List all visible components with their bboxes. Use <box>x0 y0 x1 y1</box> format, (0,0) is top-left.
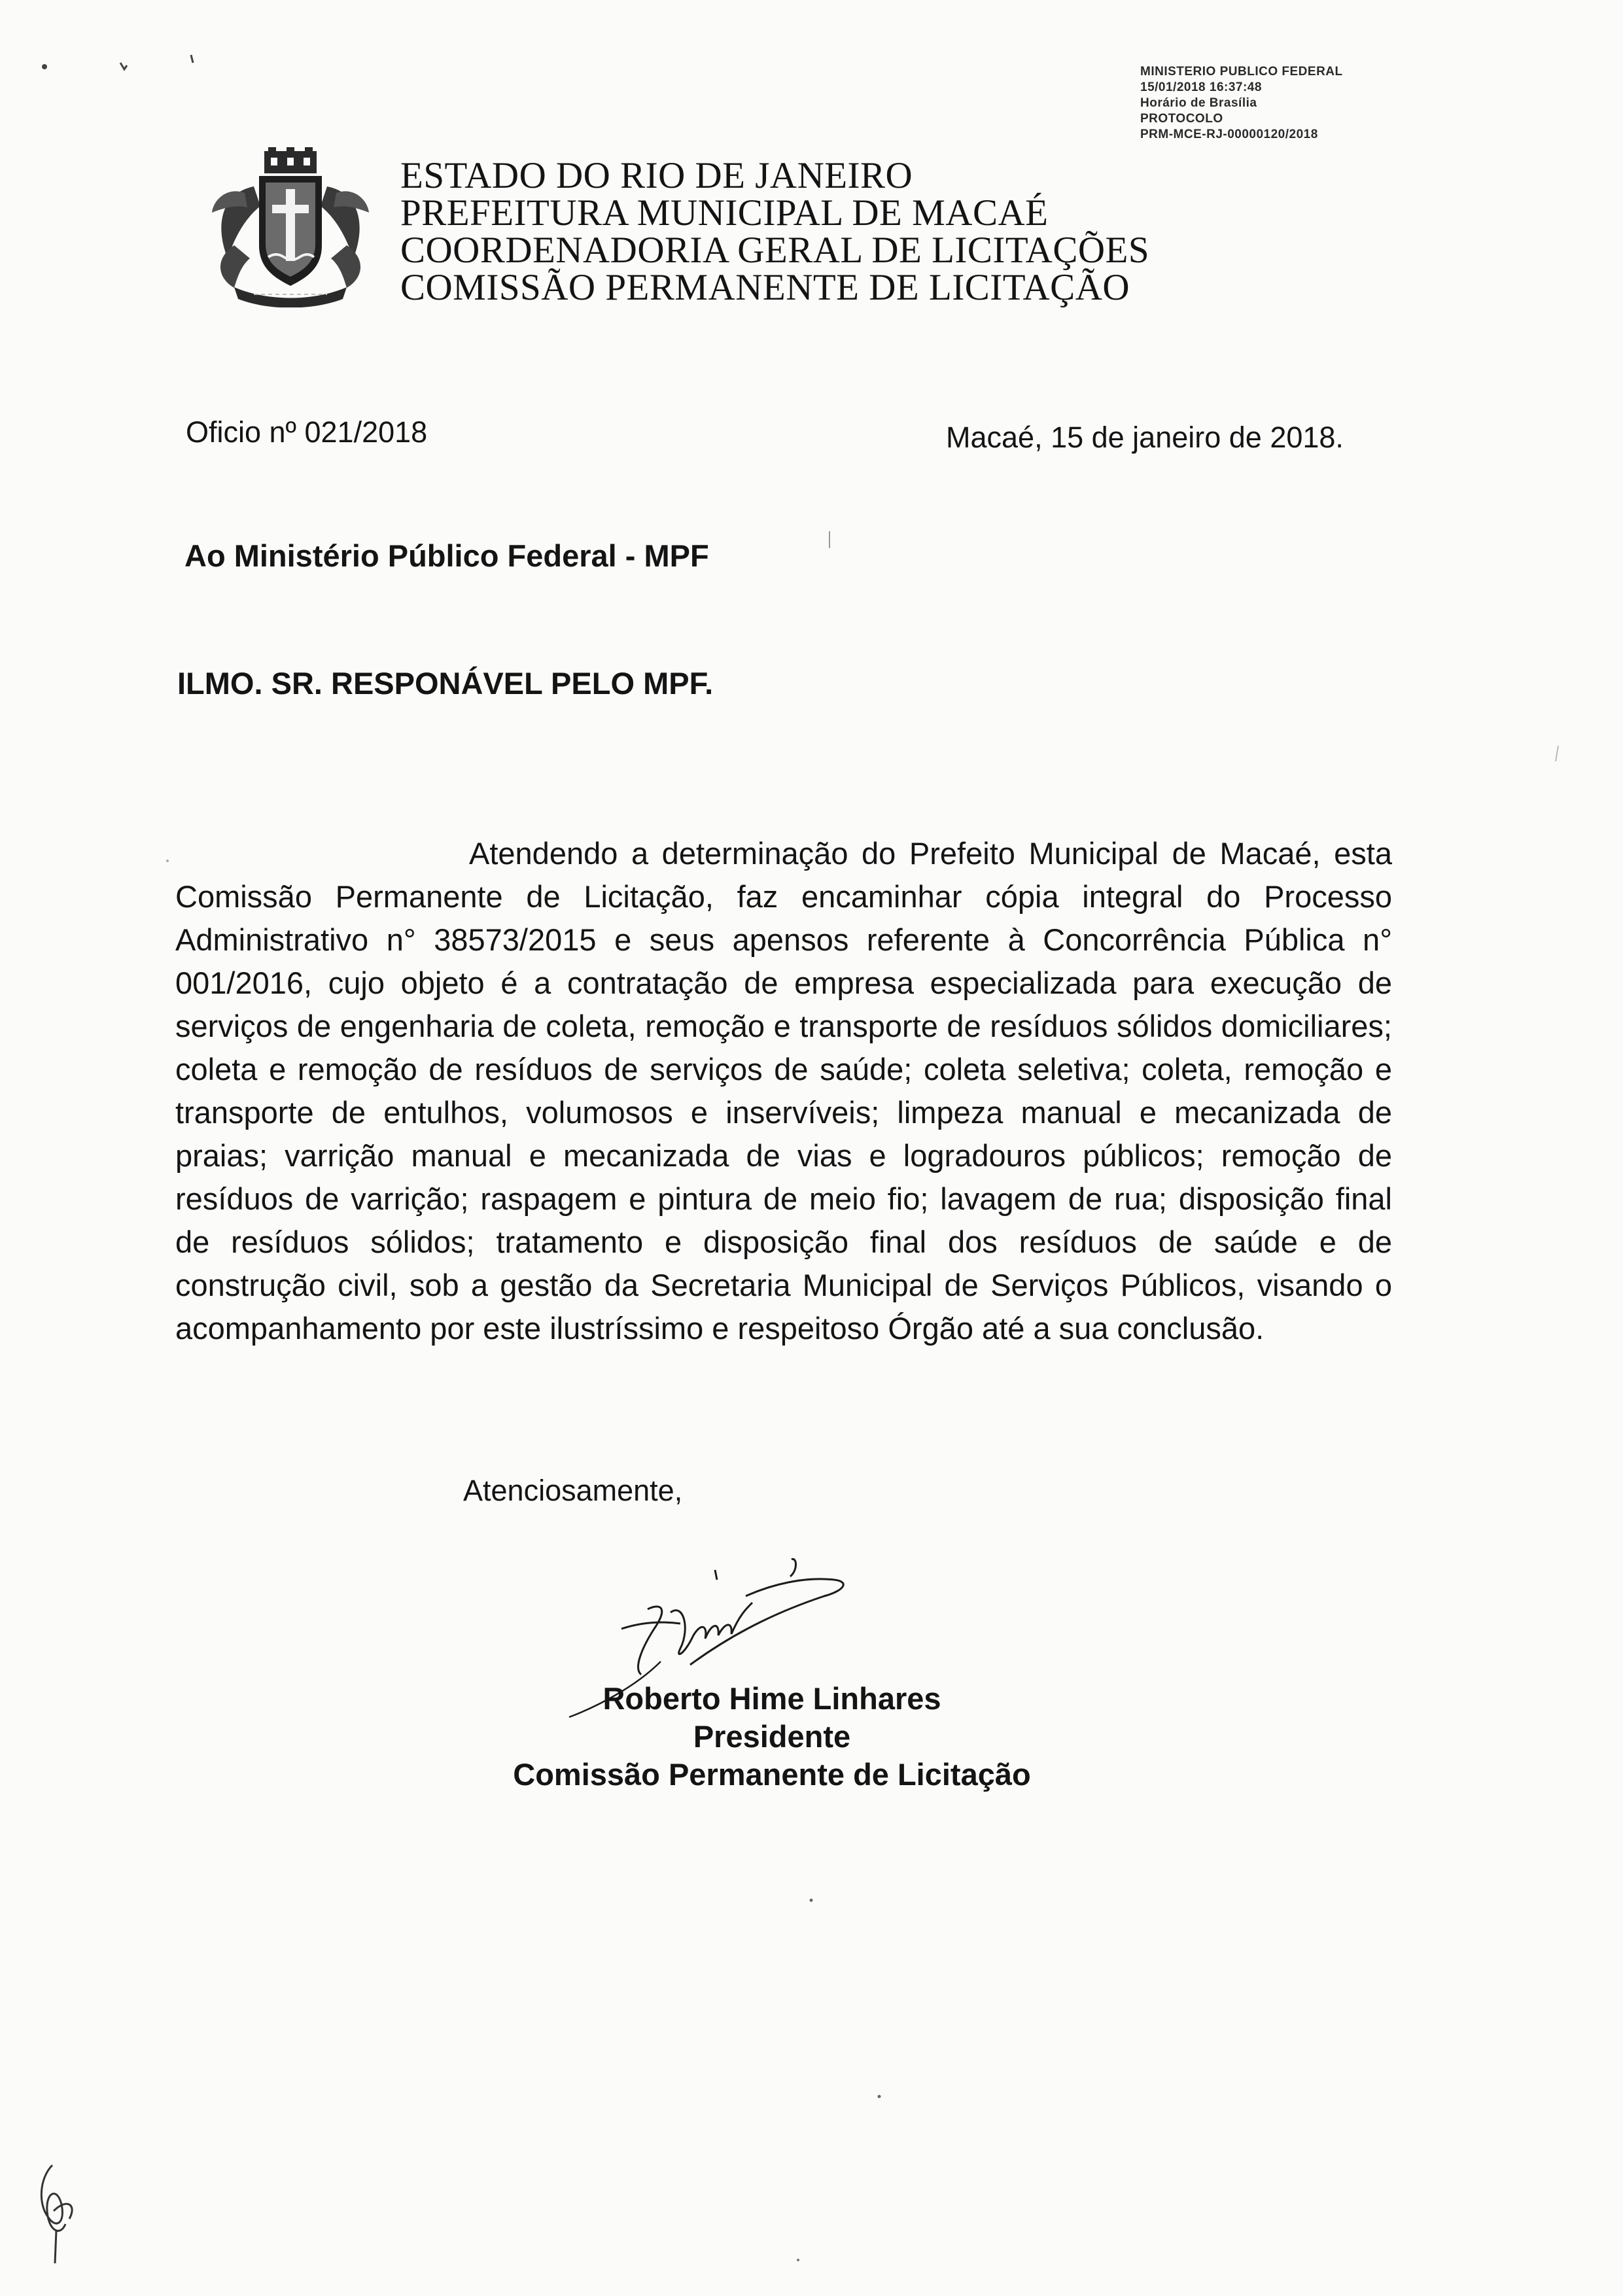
stamp-label: PROTOCOLO <box>1140 112 1223 126</box>
letter-salutation: ILMO. SR. RESPONÁVEL PELO MPF. <box>177 666 714 701</box>
signatory-name: Roberto Hime Linhares <box>602 1681 941 1716</box>
stamp-timezone: Horário de Brasília <box>1140 96 1257 110</box>
protocol-stamp <box>1140 64 1454 143</box>
stamp-datetime: 15/01/2018 16:37:48 <box>1140 80 1262 94</box>
letterhead-prefecture: PREFEITURA MUNICIPAL DE MACAÉ <box>400 192 1049 234</box>
margin-rubric-icon <box>26 2159 85 2270</box>
signatory-block <box>419 1680 1125 1794</box>
municipal-coat-of-arms-icon <box>208 147 373 307</box>
letter-addressee: Ao Ministério Público Federal - MPF <box>184 538 709 573</box>
letter-reference: Oficio nº 021/2018 <box>186 415 428 449</box>
stamp-agency: MINISTERIO PUBLICO FEDERAL <box>1140 65 1343 78</box>
letterhead-commission: COMISSÃO PERMANENTE DE LICITAÇÃO <box>400 267 1130 308</box>
signatory-organization: Comissão Permanente de Licitação <box>513 1757 1031 1792</box>
letterhead-state: ESTADO DO RIO DE JANEIRO <box>400 155 913 196</box>
letter-body: Atendendo a determinação do Prefeito Municipal de Macaé, esta Comissão Permanente de Licitação, faz encaminhar cópia integral do Processo Administrativo n° 38573/2015 e seus apensos referente à Concorrência Pública n° 001/2016, cujo objeto é a contratação de empresa especializada para execução de serviços de engenharia de coleta, remoção e transporte de resíduos sólidos domiciliares; coleta e remoção de resíduos de serviços de saúde; coleta seletiva; coleta, remoção e transporte de entulhos, volumosos e inservíveis; limpeza manual e mecanizada de praias; varrição manual e mecanizada de vias e logradouros públicos; remoção de resíduos de varrição; raspagem e pintura de meio fio; lavagem de rua; disposição final de resíduos sólidos; tratamento e disposição final dos resíduos de saúde e de construção civil, sob a gestão da Secretaria Municipal de Serviços Públicos, visando o acompanhamento por este ilustríssimo e respeitoso Órgão até a sua conclusão. <box>175 836 1392 1346</box>
stamp-number: PRM-MCE-RJ-00000120/2018 <box>1140 128 1318 141</box>
letter-place-date: Macaé, 15 de janeiro de 2018. <box>946 421 1344 454</box>
letter-closing: Atenciosamente, <box>463 1474 683 1507</box>
letterhead-coordination: COORDENADORIA GERAL DE LICITAÇÕES <box>400 230 1150 271</box>
letterhead <box>400 157 1149 306</box>
signatory-role: Presidente <box>693 1719 851 1754</box>
